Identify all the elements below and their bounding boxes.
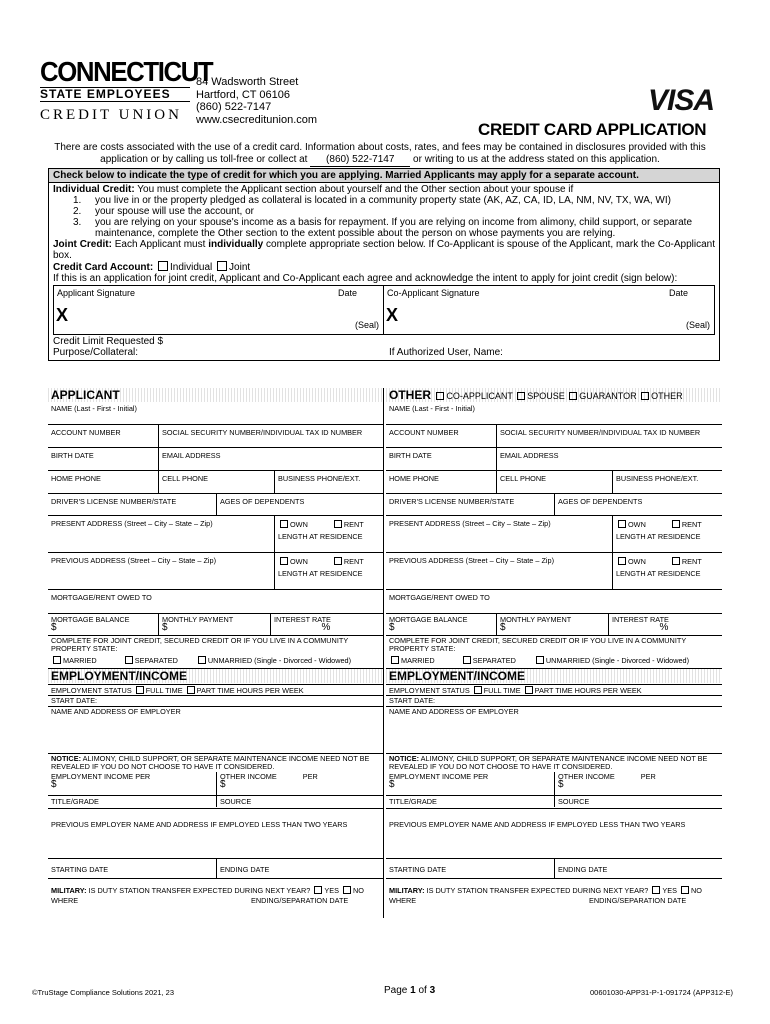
applicant-notice	[48, 754, 380, 772]
hours-label: HOURS PER WEEK	[236, 686, 304, 695]
other-notice	[386, 754, 718, 772]
joint-option-label: Joint	[229, 262, 251, 273]
other-where-field[interactable]: WHERE	[389, 896, 417, 905]
page-number	[384, 985, 435, 996]
dollar-sign: $	[51, 779, 57, 790]
married-label: MARRIED	[63, 656, 97, 665]
part-time-label: PART TIME	[534, 686, 573, 695]
military-text: IS DUTY STATION TRANSFER EXPECTED DURING NEXT YEAR?	[88, 886, 311, 895]
other-present-rent-checkbox[interactable]	[672, 520, 680, 528]
joint-text-b: individually	[208, 239, 264, 250]
applicant-present-own-rent	[275, 519, 367, 530]
other-type-label: OTHER	[651, 391, 683, 401]
other-account-number-field[interactable]: ACCOUNT NUMBER	[389, 428, 459, 437]
applicant-birth-date-field[interactable]: BIRTH DATE	[51, 451, 94, 460]
address-website: www.csecreditunion.com	[196, 113, 318, 126]
dollar-sign: $	[389, 779, 395, 790]
yes-label: YES	[662, 886, 677, 895]
military-label: MILITARY:	[51, 886, 87, 895]
list-item	[73, 206, 715, 217]
applicant-present-length-field[interactable]: LENGTH AT RESIDENCE	[278, 532, 363, 541]
other-monthly-payment-field[interactable]	[497, 615, 574, 633]
applicant-previous-own-checkbox[interactable]	[280, 557, 288, 565]
own-label: OWN	[290, 557, 308, 566]
other-present-own-checkbox[interactable]	[618, 520, 626, 528]
applicant-military-yes-checkbox[interactable]	[314, 886, 322, 894]
logo-line-3: CREDIT UNION	[40, 107, 182, 123]
other-income-label: OTHER INCOME	[558, 772, 615, 781]
coapplicant-seal-label: (Seal)	[685, 320, 710, 330]
dollar-sign: $	[51, 622, 57, 633]
form-code: 00601030-APP31-P-1-091724 (APP312-E)	[590, 988, 734, 997]
applicant-interest-rate-field[interactable]	[271, 615, 381, 633]
other-income-label: OTHER INCOME	[220, 772, 277, 781]
applicant-column	[48, 388, 384, 918]
coapplicant-label: CO-APPLICANT	[446, 391, 513, 401]
interest-rate-label: INTEREST RATE	[612, 615, 669, 624]
applicant-married-checkbox[interactable]	[53, 656, 61, 664]
percent-sign: %	[321, 622, 331, 633]
logo-line-2: STATE EMPLOYEES	[40, 87, 190, 102]
applicant-employer-field[interactable]: NAME AND ADDRESS OF EMPLOYER	[51, 707, 181, 716]
applicant-where-field[interactable]: WHERE	[51, 896, 79, 905]
other-title-grade-field[interactable]: TITLE/GRADE	[389, 797, 437, 806]
yes-label: YES	[324, 886, 339, 895]
address-city: Hartford, CT 06106	[196, 88, 290, 101]
other-military-row	[386, 885, 705, 896]
applicant-section-title: APPLICANT	[48, 388, 383, 402]
credit-card-account-row	[53, 261, 715, 273]
rent-label: RENT	[681, 557, 702, 566]
joint-credit-label: Joint Credit:	[53, 239, 112, 250]
spouse-label: SPOUSE	[527, 391, 565, 401]
applicant-present-rent-checkbox[interactable]	[334, 520, 342, 528]
employment-status-label: EMPLOYMENT STATUS	[389, 686, 470, 695]
married-label: MARRIED	[401, 656, 435, 665]
other-mortgage-balance-field[interactable]	[386, 615, 471, 633]
other-previous-length-field[interactable]: LENGTH AT RESIDENCE	[616, 569, 701, 578]
intro-line-2	[40, 154, 720, 167]
applicant-signature-field[interactable]	[53, 285, 384, 335]
other-ending-date-field[interactable]: ENDING DATE	[558, 865, 608, 874]
applicant-start-date-field[interactable]: START DATE:	[51, 696, 98, 705]
other-dependents-field[interactable]: AGES OF DEPENDENTS	[558, 497, 643, 506]
individual-checkbox[interactable]	[158, 261, 168, 271]
other-married-checkbox[interactable]	[391, 656, 399, 664]
dollar-sign: $	[558, 779, 564, 790]
applicant-military-no-checkbox[interactable]	[343, 886, 351, 894]
rent-label: RENT	[343, 520, 364, 529]
monthly-payment-label: MONTHLY PAYMENT	[500, 615, 572, 624]
no-label: NO	[691, 886, 702, 895]
list-text: you are relying on your spouse's income as a basis for repayment. If you are relying on income from alimony, child support, or separate maintenance, complete the Other section to the extent possible about the person on whose payments you are relying.	[95, 217, 693, 239]
individual-credit-text	[53, 184, 715, 195]
applicant-cell-phone-field[interactable]: CELL PHONE	[162, 474, 208, 483]
credit-limit-field[interactable]: Credit Limit Requested $	[53, 336, 164, 347]
dollar-sign: $	[162, 622, 168, 633]
joint-intent-text: If this is an application for joint credit, Applicant and Co-Applicant each agree and acknowledge the intent to apply for joint credit (sign below):	[53, 273, 678, 284]
list-text: you live in or the property pledged as collateral is located in a community property state (AK, AZ, CA, ID, LA, NM, NV, TX, WA, WI)	[95, 195, 671, 206]
dollar-sign: $	[500, 622, 506, 633]
applicant-dependents-field[interactable]: AGES OF DEPENDENTS	[220, 497, 305, 506]
own-label: OWN	[290, 520, 308, 529]
individual-credit-desc: You must complete the Applicant section about yourself and the Other section about your spouse if	[137, 184, 574, 195]
applicant-mortgage-owed-field[interactable]: MORTGAGE/RENT OWED TO	[51, 593, 152, 602]
list-number: 2.	[73, 206, 82, 217]
employment-income-label: EMPLOYMENT INCOME	[51, 772, 134, 781]
applicant-title-grade-field[interactable]: TITLE/GRADE	[51, 797, 99, 806]
per-label: PER	[473, 772, 489, 781]
page-of: of	[418, 985, 427, 996]
list-number: 1.	[73, 195, 82, 206]
list-item	[73, 195, 715, 206]
applicant-previous-address-field[interactable]: PREVIOUS ADDRESS (Street – City – State – Zip)	[51, 556, 217, 565]
other-unmarried-checkbox[interactable]	[536, 656, 544, 664]
list-item	[73, 217, 715, 239]
other-employer-field[interactable]: NAME AND ADDRESS OF EMPLOYER	[389, 707, 519, 716]
applicant-other-income-field[interactable]	[217, 772, 321, 790]
page-title: CREDIT CARD APPLICATION	[478, 120, 707, 139]
notice-text: ALIMONY, CHILD SUPPORT, OR SEPARATE MAINTENANCE INCOME NEED NOT BE REVEALED IF YOU DO NOT CHOOSE TO HAVE IT CONSIDERED.	[51, 754, 370, 771]
other-part-time-checkbox[interactable]	[525, 686, 533, 694]
other-business-phone-field[interactable]: BUSINESS PHONE/EXT.	[616, 474, 699, 483]
employment-income-label: EMPLOYMENT INCOME	[389, 772, 472, 781]
joint-checkbox[interactable]	[217, 261, 227, 271]
other-home-phone-field[interactable]: HOME PHONE	[389, 474, 439, 483]
no-label: NO	[353, 886, 364, 895]
applicant-community-note: COMPLETE FOR JOINT CREDIT, SECURED CREDIT OR IF YOU LIVE IN A COMMUNITY PROPERTY STATE:	[51, 636, 349, 653]
hours-label: HOURS PER WEEK	[574, 686, 642, 695]
rent-label: RENT	[681, 520, 702, 529]
applicant-signature-x: X	[56, 305, 69, 325]
coapplicant-checkbox[interactable]	[436, 392, 444, 400]
other-birth-date-field[interactable]: BIRTH DATE	[389, 451, 432, 460]
full-time-label: FULL TIME	[145, 686, 183, 695]
credit-union-address	[196, 76, 317, 126]
applicant-signature-label: Applicant Signature	[57, 288, 136, 298]
unmarried-label: UNMARRIED (Single - Divorced - Widowed)	[545, 656, 690, 665]
other-military-no-checkbox[interactable]	[681, 886, 689, 894]
applicant-name-field[interactable]: NAME (Last - First - Initial)	[51, 404, 137, 413]
applicant-present-address-field[interactable]: PRESENT ADDRESS (Street – City – State – Zip)	[51, 519, 213, 528]
other-section-title	[386, 388, 722, 402]
other-column	[386, 388, 722, 918]
other-previous-own-rent	[613, 556, 705, 567]
page-total: 3	[429, 985, 436, 996]
per-label: PER	[640, 772, 656, 781]
coapplicant-signature-x: X	[386, 305, 399, 325]
applicant-previous-rent-checkbox[interactable]	[334, 557, 342, 565]
dollar-sign: $	[389, 622, 395, 633]
applicant-form	[48, 388, 720, 918]
coapplicant-signature-label: Co-Applicant Signature	[387, 288, 480, 298]
other-employment-title: EMPLOYMENT/INCOME	[386, 669, 722, 683]
applicant-account-number-field[interactable]: ACCOUNT NUMBER	[51, 428, 121, 437]
employment-status-label: EMPLOYMENT STATUS	[51, 686, 132, 695]
credit-union-logo	[40, 56, 213, 125]
applicant-seal-label: (Seal)	[354, 320, 379, 330]
applicant-date-label: Date	[337, 288, 357, 298]
other-separated-checkbox[interactable]	[463, 656, 471, 664]
per-label: PER	[135, 772, 151, 781]
other-present-own-rent	[613, 519, 705, 530]
applicant-previous-own-rent	[275, 556, 367, 567]
other-mortgage-owed-field[interactable]: MORTGAGE/RENT OWED TO	[389, 593, 490, 602]
individual-option-label: Individual	[169, 262, 213, 273]
separated-label: SEPARATED	[134, 656, 178, 665]
dollar-sign: $	[220, 779, 226, 790]
applicant-ending-date-field[interactable]: ENDING DATE	[220, 865, 270, 874]
percent-sign: %	[659, 622, 669, 633]
other-interest-rate-field[interactable]	[609, 615, 719, 633]
applicant-starting-date-field[interactable]: STARTING DATE	[51, 865, 109, 874]
applicant-marital-status	[48, 655, 354, 666]
credit-type-header: Check below to indicate the type of credit for which you are applying. Married Applicants may apply for a separate account.	[49, 169, 719, 183]
other-other-income-field[interactable]	[555, 772, 659, 790]
applicant-full-time-checkbox[interactable]	[136, 686, 144, 694]
applicant-separated-checkbox[interactable]	[125, 656, 133, 664]
intro-text	[40, 142, 720, 167]
applicant-previous-employer-field[interactable]: PREVIOUS EMPLOYER NAME AND ADDRESS IF EMPLOYED LESS THAN TWO YEARS	[51, 820, 348, 829]
military-text: IS DUTY STATION TRANSFER EXPECTED DURING NEXT YEAR?	[426, 886, 649, 895]
other-title: OTHER	[389, 388, 431, 402]
applicant-home-phone-field[interactable]: HOME PHONE	[51, 474, 101, 483]
other-drivers-license-field[interactable]: DRIVER'S LICENSE NUMBER/STATE	[389, 497, 515, 506]
other-previous-employer-field[interactable]: PREVIOUS EMPLOYER NAME AND ADDRESS IF EMPLOYED LESS THAN TWO YEARS	[389, 820, 686, 829]
unmarried-label: UNMARRIED (Single - Divorced - Widowed)	[207, 656, 352, 665]
list-number: 3.	[73, 217, 82, 228]
page-current: 1	[410, 985, 416, 996]
coapplicant-signature-field[interactable]	[384, 285, 715, 335]
intro-line-1: There are costs associated with the use of a credit card. Information about costs, rates, and fees may be contained in disclosures provided with this	[54, 142, 706, 153]
joint-text-c: complete appropriate section below. If Co-Applicant is spouse of the Applicant, mark the Co-Applicant box.	[53, 239, 716, 261]
monthly-payment-label: MONTHLY PAYMENT	[162, 615, 234, 624]
applicant-military-row	[48, 885, 367, 896]
guarantor-checkbox[interactable]	[569, 392, 577, 400]
applicant-email-field[interactable]: EMAIL ADDRESS	[162, 451, 221, 460]
applicant-ending-separation-field[interactable]: ENDING/SEPARATION DATE	[251, 896, 349, 905]
other-full-time-checkbox[interactable]	[474, 686, 482, 694]
separated-label: SEPARATED	[472, 656, 516, 665]
address-street: 84 Wadsworth Street	[196, 76, 299, 88]
part-time-label: PART TIME	[196, 686, 235, 695]
credit-type-box	[48, 168, 720, 361]
other-cell-phone-field[interactable]: CELL PHONE	[500, 474, 546, 483]
other-present-length-field[interactable]: LENGTH AT RESIDENCE	[616, 532, 701, 541]
other-employment-income-field[interactable]	[386, 772, 554, 790]
other-community-note: COMPLETE FOR JOINT CREDIT, SECURED CREDIT OR IF YOU LIVE IN A COMMUNITY PROPERTY STATE:	[389, 636, 687, 653]
intro-line-2a: application or by calling us toll-free or collect at	[100, 154, 308, 165]
applicant-ssn-field[interactable]: SOCIAL SECURITY NUMBER/INDIVIDUAL TAX ID NUMBER	[162, 428, 363, 437]
address-phone: (860) 522-7147	[196, 101, 272, 114]
credit-limit-row	[53, 336, 715, 358]
interest-rate-label: INTEREST RATE	[274, 615, 331, 624]
joint-credit-text	[53, 239, 715, 261]
notice-text: ALIMONY, CHILD SUPPORT, OR SEPARATE MAINTENANCE INCOME NEED NOT BE REVEALED IF YOU DO NOT CHOOSE TO HAVE IT CONSIDERED.	[389, 754, 708, 771]
military-label: MILITARY:	[389, 886, 425, 895]
intro-line-2b: or writing to us at the address stated on this application.	[413, 154, 660, 165]
other-present-address-field[interactable]: PRESENT ADDRESS (Street – City – State – Zip)	[389, 519, 551, 528]
credit-card-account-label: Credit Card Account:	[53, 262, 154, 273]
applicant-present-own-checkbox[interactable]	[280, 520, 288, 528]
notice-label: NOTICE:	[51, 754, 81, 763]
rent-label: RENT	[343, 557, 364, 566]
other-marital-status	[386, 655, 692, 666]
individual-credit-label: Individual Credit:	[53, 184, 135, 195]
applicant-drivers-license-field[interactable]: DRIVER'S LICENSE NUMBER/STATE	[51, 497, 177, 506]
applicant-employment-title: EMPLOYMENT/INCOME	[48, 669, 383, 683]
applicant-business-phone-field[interactable]: BUSINESS PHONE/EXT.	[278, 474, 361, 483]
signature-row	[53, 285, 715, 335]
own-label: OWN	[628, 520, 646, 529]
spouse-checkbox[interactable]	[517, 392, 525, 400]
applicant-previous-length-field[interactable]: LENGTH AT RESIDENCE	[278, 569, 363, 578]
notice-label: NOTICE:	[389, 754, 419, 763]
other-previous-own-checkbox[interactable]	[618, 557, 626, 565]
page-prefix: Page	[384, 985, 408, 996]
mortgage-balance-label: MORTGAGE BALANCE	[51, 615, 130, 624]
visa-logo: VISA	[648, 84, 715, 117]
other-previous-rent-checkbox[interactable]	[672, 557, 680, 565]
other-type-checkbox[interactable]	[641, 392, 649, 400]
own-label: OWN	[628, 557, 646, 566]
other-ending-separation-field[interactable]: ENDING/SEPARATION DATE	[589, 896, 687, 905]
purpose-collateral-field[interactable]: Purpose/Collateral:	[53, 347, 139, 358]
full-time-label: FULL TIME	[483, 686, 521, 695]
coapplicant-date-label: Date	[668, 288, 688, 298]
applicant-source-field[interactable]: SOURCE	[220, 797, 252, 806]
other-previous-address-field[interactable]: PREVIOUS ADDRESS (Street – City – State – Zip)	[389, 556, 555, 565]
other-email-field[interactable]: EMAIL ADDRESS	[500, 451, 559, 460]
list-text: your spouse will use the account, or	[95, 206, 254, 217]
joint-text-a: Each Applicant must	[114, 239, 206, 250]
logo-line-1: CONNECTICUT	[40, 56, 213, 87]
individual-credit-list	[53, 195, 715, 239]
other-source-field[interactable]: SOURCE	[558, 797, 590, 806]
other-military-yes-checkbox[interactable]	[652, 886, 660, 894]
applicant-mortgage-balance-field[interactable]	[48, 615, 133, 633]
other-name-field[interactable]: NAME (Last - First - Initial)	[389, 404, 475, 413]
other-starting-date-field[interactable]: STARTING DATE	[389, 865, 447, 874]
applicant-unmarried-checkbox[interactable]	[198, 656, 206, 664]
authorized-user-field[interactable]: If Authorized User, Name:	[389, 347, 503, 358]
applicant-employment-income-field[interactable]	[48, 772, 216, 790]
per-label: PER	[302, 772, 318, 781]
other-start-date-field[interactable]: START DATE:	[389, 696, 436, 705]
mortgage-balance-label: MORTGAGE BALANCE	[389, 615, 468, 624]
guarantor-label: GUARANTOR	[579, 391, 637, 401]
copyright: ©TruStage Compliance Solutions 2021, 23	[32, 988, 174, 997]
applicant-monthly-payment-field[interactable]	[159, 615, 236, 633]
applicant-part-time-checkbox[interactable]	[187, 686, 195, 694]
intro-phone: (860) 522-7147	[310, 154, 410, 167]
other-ssn-field[interactable]: SOCIAL SECURITY NUMBER/INDIVIDUAL TAX ID NUMBER	[500, 428, 701, 437]
